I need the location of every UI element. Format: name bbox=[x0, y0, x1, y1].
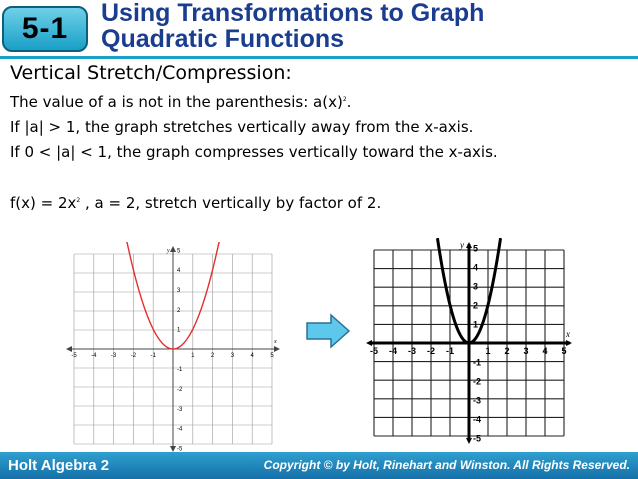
footer-course: Holt Algebra 2 bbox=[8, 457, 110, 474]
y-tick-label: -1 bbox=[473, 357, 482, 368]
y-tick-label: 2 bbox=[473, 300, 479, 311]
slide-header bbox=[0, 0, 638, 54]
y-tick-label: -4 bbox=[473, 414, 482, 425]
x-tick-label: -3 bbox=[110, 353, 117, 359]
slide-title bbox=[101, 0, 484, 52]
parent-function-graph bbox=[62, 242, 284, 456]
x-tick-label: -1 bbox=[445, 346, 455, 356]
text-line-1-end: . bbox=[346, 93, 352, 111]
example-line bbox=[10, 194, 381, 212]
x-axis-label: x bbox=[566, 329, 570, 339]
stretched-function-graph bbox=[362, 238, 576, 448]
x-tick-label: 5 bbox=[561, 346, 567, 356]
y-tick-label: 1 bbox=[177, 327, 181, 334]
text-line-2: If |a| > 1, the graph stretches vertically away from the x-axis. bbox=[10, 118, 474, 136]
x-axis-label: x bbox=[274, 339, 277, 345]
example-exponent: 2 bbox=[76, 197, 81, 204]
footer-copyright: Copyright © by Holt, Rinehart and Winston. All Rights Reserved. bbox=[263, 458, 630, 472]
y-tick-label: -4 bbox=[177, 426, 183, 433]
x-tick-label: -2 bbox=[426, 346, 436, 356]
x-tick-label: -4 bbox=[91, 353, 97, 359]
y-tick-label: -3 bbox=[177, 406, 183, 413]
x-tick-label: -3 bbox=[407, 346, 417, 356]
title-line-2: Quadratic Functions bbox=[101, 25, 345, 53]
x-tick-label: 4 bbox=[542, 346, 548, 356]
x-tick-label: -5 bbox=[71, 353, 77, 359]
y-axis-label: y bbox=[460, 240, 464, 250]
text-line-3: If 0 < |a| < 1, the graph compresses vertically toward the x-axis. bbox=[10, 143, 498, 161]
right-arrow-icon bbox=[305, 313, 351, 349]
x-axis-arrow bbox=[66, 346, 72, 352]
lesson-number: 5-1 bbox=[21, 12, 69, 45]
y-tick-label: -2 bbox=[473, 376, 482, 387]
x-tick-label: 2 bbox=[504, 346, 510, 356]
x-tick-label: 1 bbox=[191, 353, 195, 359]
y-axis-label: y bbox=[167, 248, 170, 254]
text-line-1 bbox=[10, 93, 351, 111]
y-tick-label: 4 bbox=[473, 262, 479, 273]
y-tick-label: 4 bbox=[177, 268, 181, 275]
x-axis-arrow bbox=[566, 340, 572, 346]
x-tick-label: -4 bbox=[388, 346, 398, 356]
header-divider bbox=[0, 56, 638, 59]
y-tick-label: -5 bbox=[473, 433, 482, 444]
x-tick-label: -2 bbox=[130, 353, 137, 359]
slide-footer bbox=[0, 452, 638, 479]
x-tick-label: 5 bbox=[270, 353, 274, 359]
x-tick-label: 2 bbox=[210, 353, 215, 359]
y-tick-label: 3 bbox=[177, 288, 181, 294]
lesson-badge bbox=[2, 6, 88, 52]
y-tick-label: 3 bbox=[473, 281, 479, 292]
x-tick-label: 4 bbox=[250, 353, 254, 359]
x-tick-label: 1 bbox=[485, 346, 491, 356]
text-line-1-main: The value of a is not in the parenthesis: a(x) bbox=[10, 93, 343, 111]
x-tick-label: -5 bbox=[369, 346, 379, 356]
y-tick-label: 5 bbox=[473, 243, 479, 254]
y-axis-arrow bbox=[170, 246, 176, 252]
example-function: f(x) = 2x bbox=[10, 194, 77, 212]
x-axis-arrow bbox=[274, 346, 280, 352]
title-line-1: Using Transformations to Graph bbox=[101, 0, 485, 27]
x-tick-label: 3 bbox=[523, 346, 529, 356]
section-heading: Vertical Stretch/Compression: bbox=[10, 62, 292, 84]
y-tick-label: 2 bbox=[177, 307, 181, 314]
y-tick-label: -3 bbox=[473, 395, 482, 406]
y-tick-label: -2 bbox=[177, 387, 183, 393]
x-tick-label: -1 bbox=[150, 353, 156, 359]
y-tick-label: 1 bbox=[473, 319, 479, 330]
x-tick-label: 3 bbox=[230, 353, 235, 359]
y-axis-arrow bbox=[466, 438, 472, 444]
y-tick-label: 5 bbox=[177, 248, 181, 255]
y-tick-label: -1 bbox=[177, 367, 183, 374]
y-axis-arrow bbox=[466, 242, 472, 248]
exponent: 2 bbox=[342, 96, 347, 103]
example-description: , a = 2, stretch vertically by factor of 2. bbox=[80, 194, 382, 212]
y-tick-label: -5 bbox=[177, 446, 183, 453]
